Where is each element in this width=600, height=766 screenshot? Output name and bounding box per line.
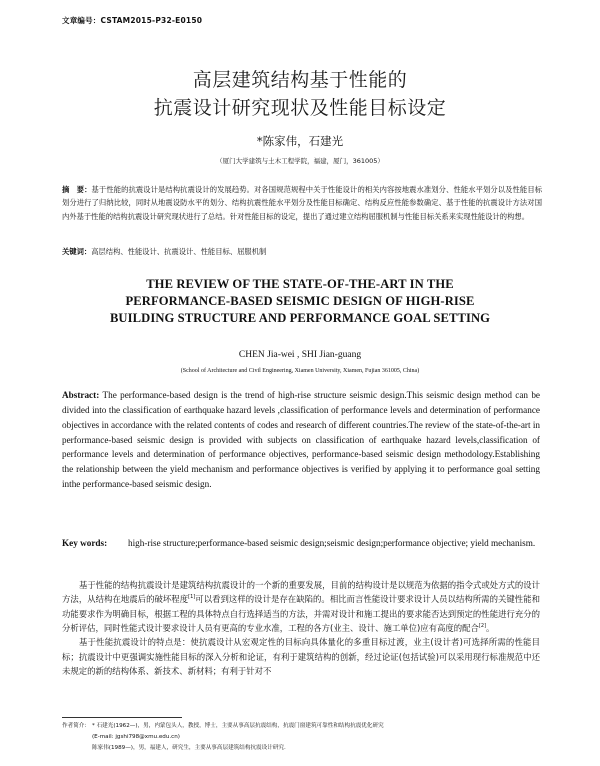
english-keywords-label: Key words: — [62, 538, 108, 548]
english-keywords-text: high-rise structure;performance-based seismic design;seismic design;performance objective; yield mechanism. — [128, 538, 536, 548]
english-abstract-text: The performance-based design is the trend of high-rise structure seismic design.This seismic design method can be divided into the classification of earthquake hazard levels ,classification of performance levels and determination of performance objectives in accordance with the related contents of codes and research of different countries.The review of the state-of-the-art in performance-based seismic design is provided with subjects on classification of earthquake hazard levels,classification of performance levels and determination of performance objectives, performance-based seismic design methodology.Establishing the relationship between the yield mechanism and performance objectives is verified by applying it to performance goal setting inthe performance-based seismic design. — [62, 390, 540, 490]
chinese-abstract — [62, 183, 542, 223]
footnote-lead: 作者简介： — [62, 723, 90, 729]
chinese-abstract-label: 摘 要： — [62, 185, 92, 194]
english-keywords — [62, 536, 540, 551]
chinese-affiliation: （厦门大学建筑与土木工程学院，福建，厦门，361005） — [216, 157, 384, 165]
chinese-keywords — [62, 247, 542, 257]
english-affiliation: (School of Architecture and Civil Engineering, Xiamen University, Xiamen, Fujian 361005, China) — [180, 368, 420, 374]
english-abstract — [62, 388, 540, 492]
body-p1-part-c: 。 — [486, 623, 495, 634]
footnote-line-2[interactable]: (E-mail: jgshi798@xmu.edu.cn) — [92, 734, 180, 740]
english-abstract-label: Abstract: — [62, 390, 100, 400]
footnote-line-3: 陈家伟(1989—)，男，福建人，研究生，主要从事高层建筑结构抗震设计研究. — [92, 745, 286, 751]
footnote-divider — [62, 717, 182, 718]
body-text — [62, 578, 540, 678]
citation-1[interactable]: [1] — [188, 594, 196, 601]
body-p1-part-a: 基于性能的结构抗震设计是建筑结构抗震设计的一个新的重要发展，目前的结构设计是以规范为依据的指令式或处方式的设计方法，从结构在地震后的破坏程度 — [62, 580, 540, 605]
chinese-abstract-text: 基于性能的抗震设计是结构抗震设计的发展趋势。对各国规范规程中关于性能设计的相关内容按地震水准划分、性能水平划分以及性能目标划分进行了归纳比较，同时从地震设防水平的划分、结构抗震性能水平划分及性能目标确定、结构反应性能参数确定、基于性能的抗震设计方法对国内外基于性能的结构抗震设计研究现状进行了总结。针对性能目标的设定，提出了通过建立结构屈服机制与性能目标关系来实现性能设计的构想。 — [62, 185, 542, 221]
body-p1-part-b: 可以看到这样的设计是存在缺陷的。相比而言性能设计要求设计人员以结构所需的关键性能和功能要求作为明确目标，根据工程的具体特点自行选择适当的方法，并需对设计和施工提出的要求能否达到预定的性能进行充分的分析评估，同时性能式设计要求设计人员有更高的专业水准，工程的各方(业主、设计、施工单位)应有高度的配合 — [62, 594, 540, 634]
footnote-line-1: * 石建光(1962—)，男，内蒙包头人，教授，博士，主要从事高层抗震结构，抗震门窗建筑可靠性和结构抗震优化研究 — [92, 723, 384, 729]
author-footnote — [62, 721, 542, 754]
chinese-authors: *陈家伟，石建光 — [256, 134, 344, 148]
chinese-keywords-label: 关键词： — [62, 247, 92, 256]
body-paragraph-2: 基于性能抗震设计的特点是：使抗震设计从宏观定性的目标向具体量化的多重目标过渡，业主(设计者)可选择所需的性能目标；抗震设计中更强调实施性能目标的深入分析和论证，有利于建筑结构的创新，经过论证(包括试验)可以采用现行标准规范中还未规定的新的结构体系、新技术、新材料；有利于针对不 — [62, 637, 540, 677]
english-title-line-2: PERFORMANCE-BASED SEISMIC DESIGN OF HIGH-RISE — [125, 294, 475, 308]
article-number: 文章编号：CSTAM2015-P32-E0150 — [62, 16, 203, 25]
english-authors: CHEN Jia-wei , SHI Jian-guang — [238, 350, 362, 360]
english-title-line-1: THE REVIEW OF THE STATE-OF-THE-ART IN THE — [146, 277, 454, 291]
chinese-title-line-1: 高层建筑结构基于性能的 — [192, 69, 408, 91]
body-paragraph-1 — [62, 578, 540, 635]
english-title-line-3: BUILDING STRUCTURE AND PERFORMANCE GOAL SETTING — [109, 311, 491, 325]
citation-2[interactable]: [2] — [478, 623, 487, 630]
chinese-keywords-text: 高层结构、性能设计、抗震设计、性能目标、屈服机制 — [91, 247, 267, 256]
chinese-title-line-2: 抗震设计研究现状及性能目标设定 — [153, 97, 447, 119]
